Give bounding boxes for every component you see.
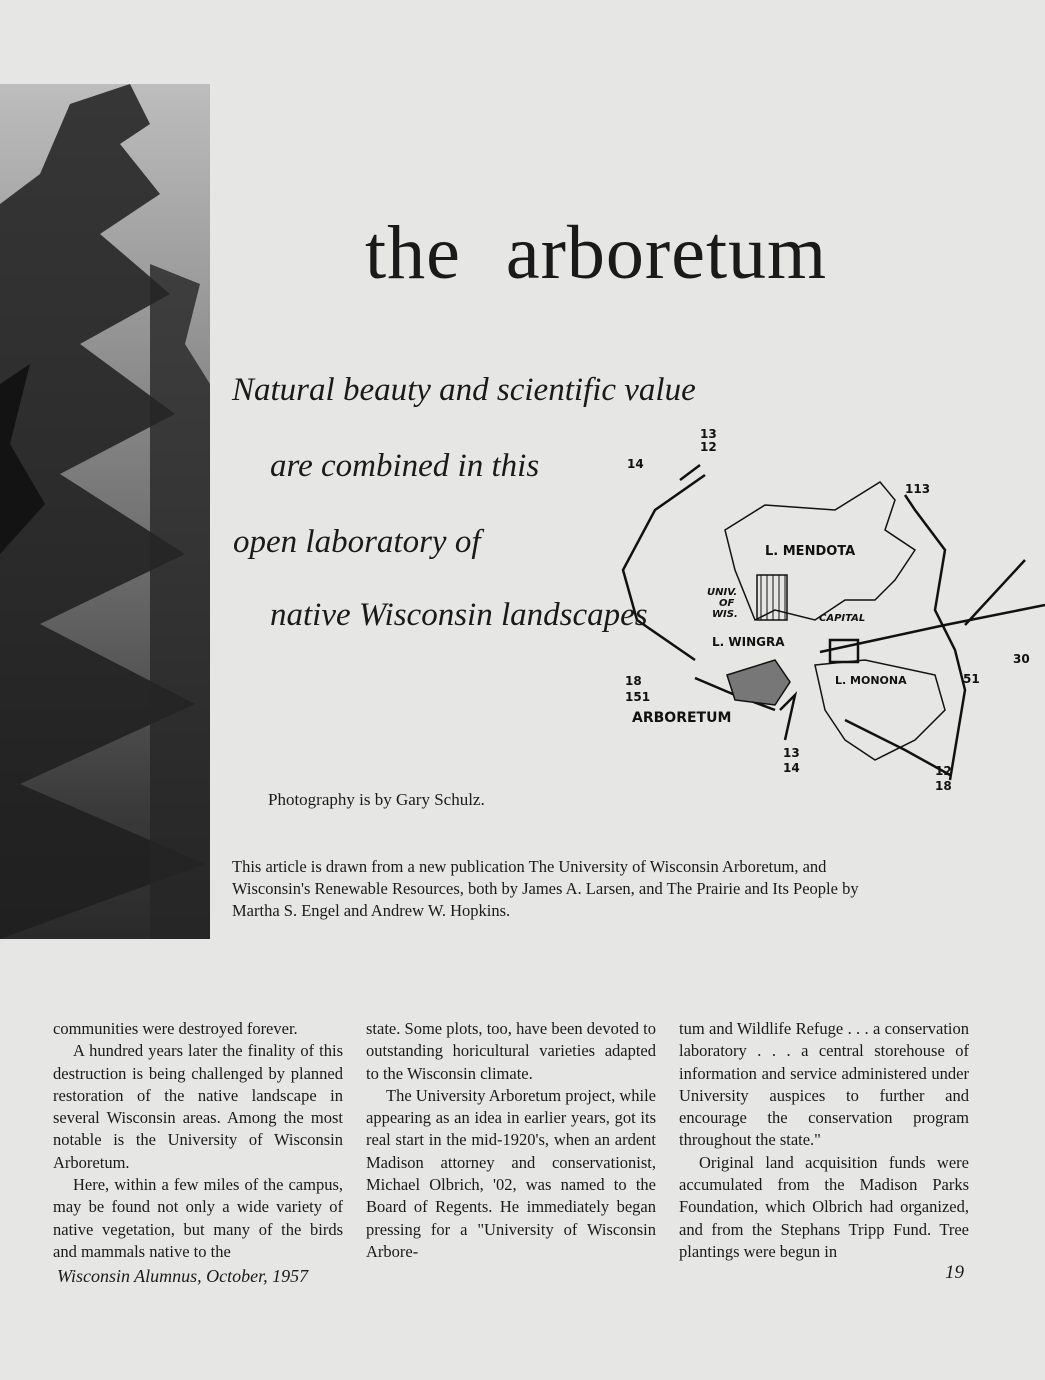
photo-credit: Photography is by Gary Schulz.: [268, 790, 485, 809]
route-51-label: 51: [963, 672, 980, 686]
subtitle-line-1: Natural beauty and scientific value: [232, 372, 696, 408]
route-18-label: 18: [625, 674, 642, 688]
body-column-1: [53, 1018, 343, 1263]
paragraph: Here, within a few miles of the campus, may be found not only a wide variety of native vegetation, but many of the birds and mammals native to the: [53, 1175, 343, 1261]
route-14-bottom-label: 14: [783, 761, 800, 775]
route-12-top-label: 12: [700, 440, 717, 454]
madison-map: [615, 420, 1045, 810]
tree-silhouette-graphic: [0, 84, 210, 939]
university-label-3: WIS.: [712, 609, 738, 620]
article-title: [365, 210, 827, 297]
paragraph: tum and Wildlife Refuge . . . a conservation laboratory . . . a central storehouse of information and service administered under University auspices to further and encourage the conservation program throughout the state.": [679, 1019, 969, 1150]
route-113-label: 113: [905, 482, 931, 496]
arboretum-shape: [727, 660, 790, 705]
page-number: 19: [945, 1262, 964, 1283]
title-word-arboretum: arboretum: [505, 211, 828, 295]
lake-wingra-label: L. WINGRA: [712, 635, 785, 649]
subtitle-line-2: are combined in this: [270, 448, 540, 484]
capitol-marker: [830, 640, 858, 662]
capitol-label: CAPITAL: [819, 613, 866, 624]
lake-monona-label: L. MONONA: [835, 674, 907, 687]
route-151-label: 151: [625, 690, 651, 704]
paragraph: Original land acquisition funds were accumulated from the Madison Parks Foundation, which Olbrich had organized, and from the Stephans Tripp Fund. Tree plantings were begun in: [679, 1152, 969, 1261]
publication-footer: Wisconsin Alumnus, October, 1957: [57, 1266, 309, 1286]
route-30-label: 30: [1013, 652, 1030, 666]
body-column-2: [366, 1018, 656, 1263]
route-18-bottom-label: 18: [935, 779, 952, 793]
body-column-3: [679, 1018, 969, 1263]
route-13-top-label: 13: [700, 427, 717, 441]
source-note: This article is drawn from a new publication The University of Wisconsin Arboretum, and Wisconsin's Renewable Resources, both by James A. Larsen, and The Prairie and Its People by Martha S. Engel and Andrew W. Hopkins.: [232, 857, 859, 920]
lake-mendota-label: L. MENDOTA: [765, 544, 856, 559]
highway-13-12-top-line: [680, 465, 700, 480]
paragraph: A hundred years later the finality of this destruction is being challenged by planned restoration of the native landscape in several Wisconsin areas. Among the most notable is the University of Wisconsin Arboretum.: [53, 1041, 343, 1172]
route-14-label: 14: [627, 457, 644, 471]
subtitle-line-4: native Wisconsin landscapes: [270, 597, 648, 633]
university-label-2: OF: [719, 598, 735, 609]
highway-51-line: [905, 495, 965, 780]
arboretum-label: ARBORETUM: [632, 710, 732, 726]
route-13-bottom-label: 13: [783, 746, 800, 760]
university-label-1: UNIV.: [707, 587, 738, 598]
tree-photo: [0, 84, 210, 939]
highway-13-14-bottom-line: [780, 695, 795, 740]
paragraph: state. Some plots, too, have been devoted to outstanding horicultural varieties adapted to the Wisconsin climate.: [366, 1019, 656, 1083]
route-12-bottom-label: 12: [935, 764, 952, 778]
title-word-the: the: [365, 211, 461, 295]
subtitle-line-3: open laboratory of: [233, 524, 481, 560]
paragraph: communities were destroyed forever.: [53, 1019, 298, 1038]
paragraph: The University Arboretum project, while appearing as an idea in earlier years, got its real start in the mid-1920's, when an ardent Madison attorney and conservationist, Michael Olbrich, '02, was named to the Board of Regents. He immediately began pressing for a "University of Wisconsin Arbore-: [366, 1085, 656, 1261]
highway-14-line: [623, 475, 705, 660]
